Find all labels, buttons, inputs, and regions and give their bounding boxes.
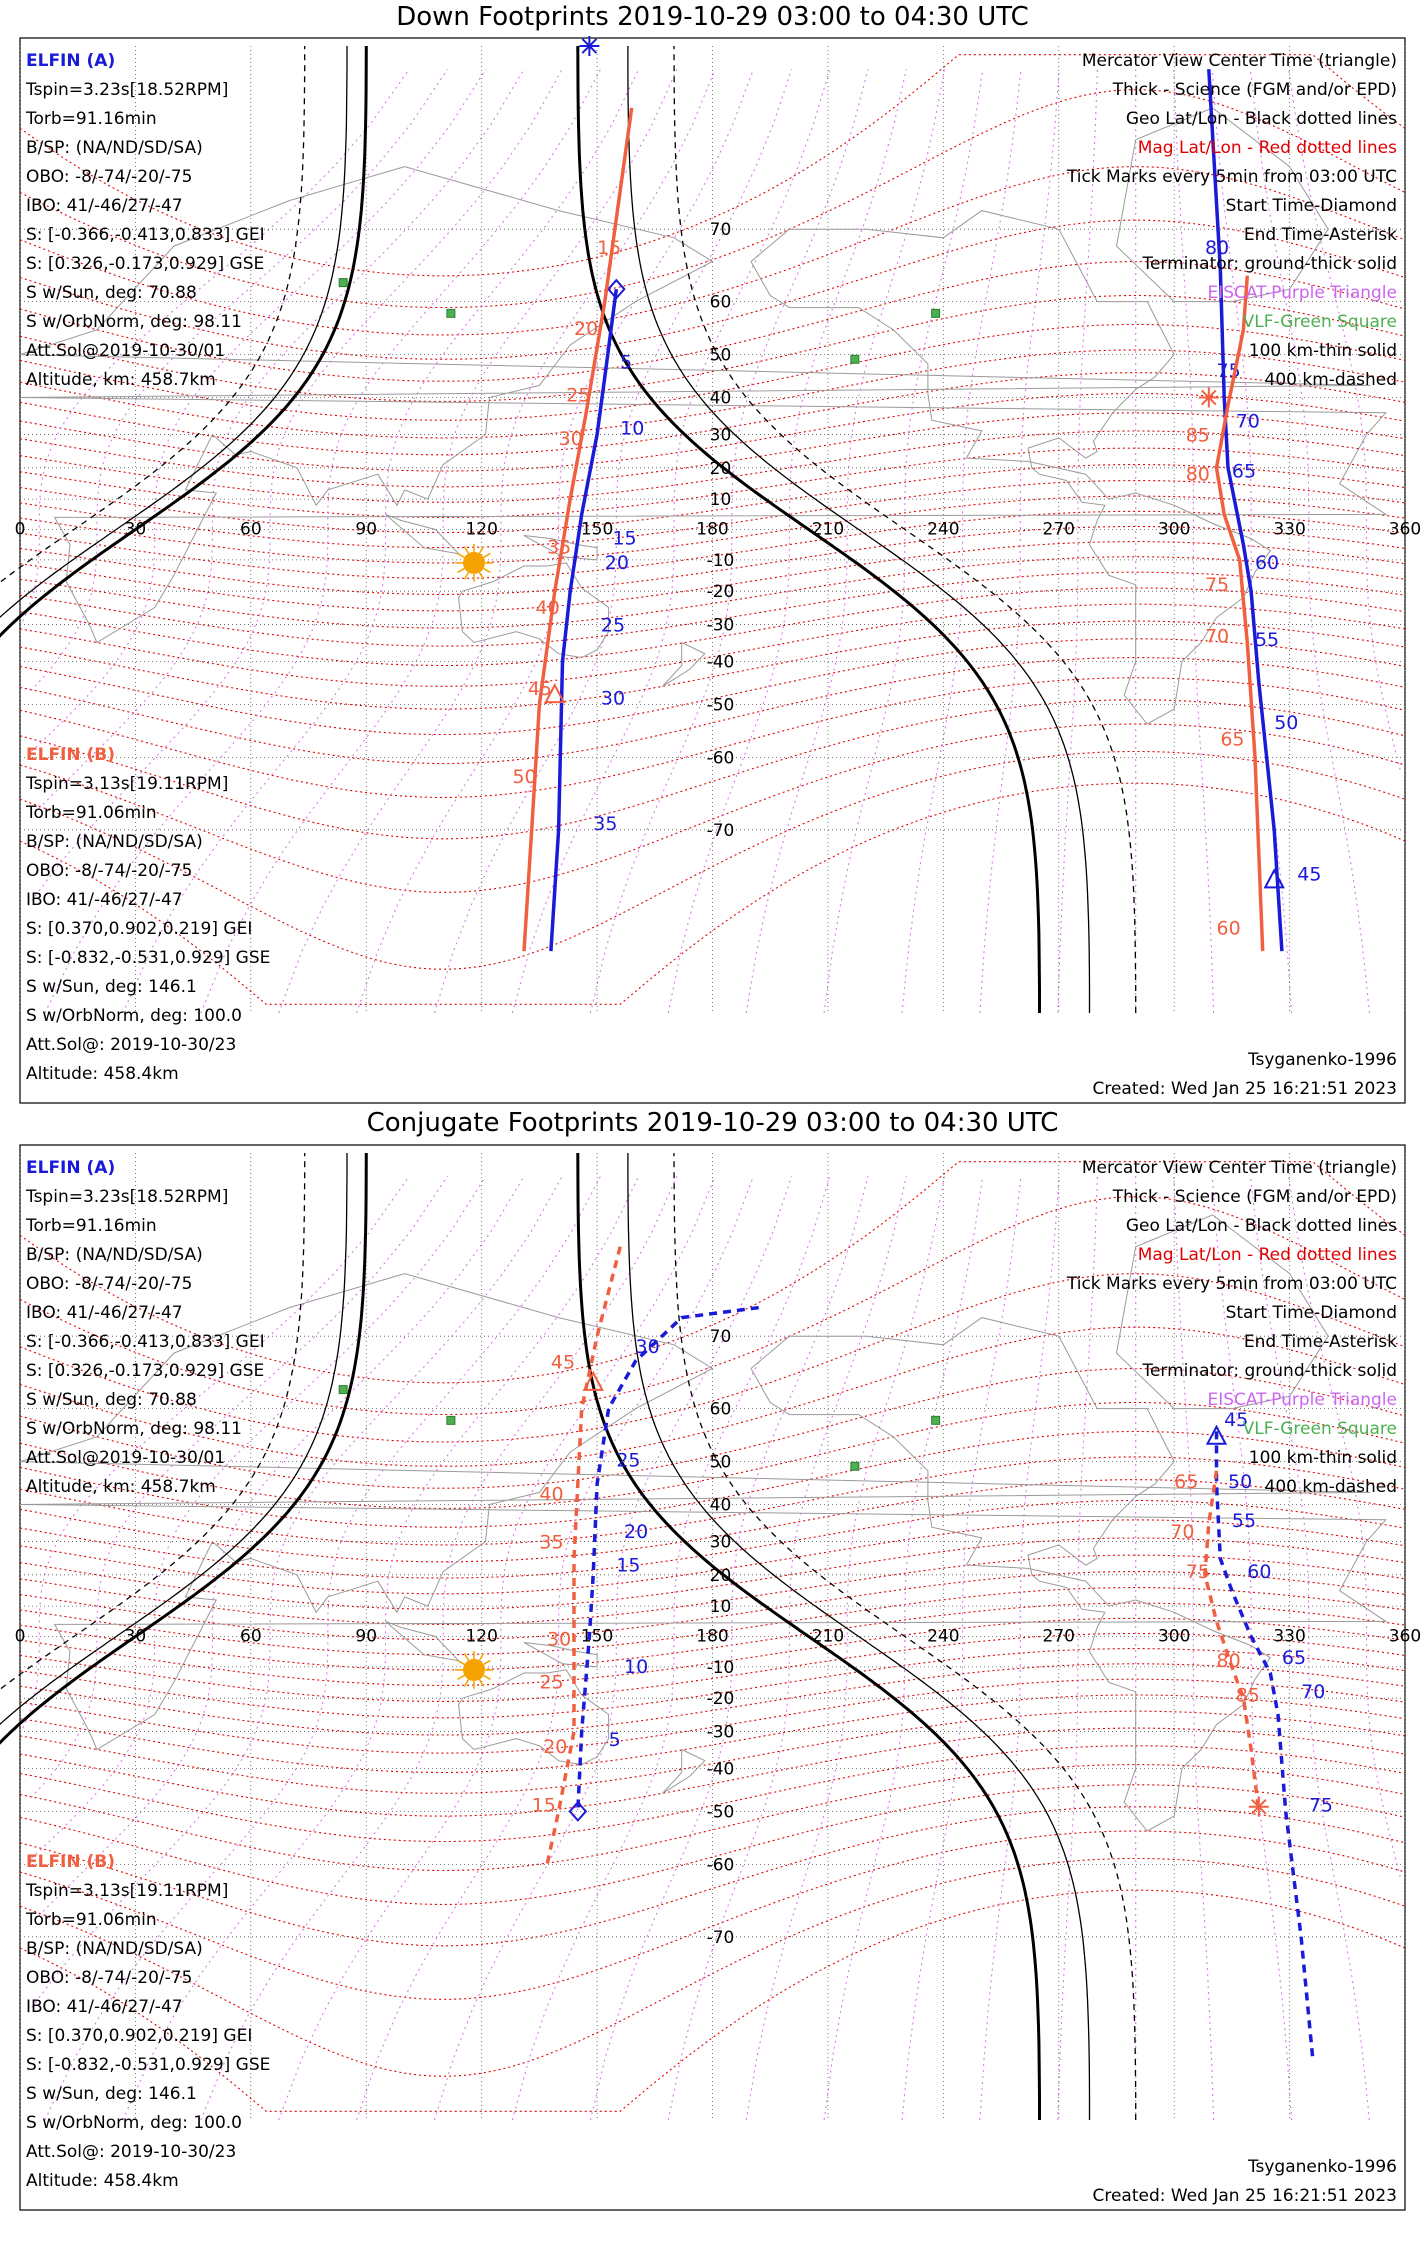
mag-lon-line <box>746 1176 944 2120</box>
track-time-label: 25 <box>616 1449 641 1472</box>
track-time-label: 75 <box>1216 359 1241 382</box>
mag-lon-line <box>201 69 677 1013</box>
track-time-label: 10 <box>624 1656 649 1679</box>
panel-title-down: Down Footprints 2019-10-29 03:00 to 04:30 UTC <box>396 2 1029 32</box>
track-time-label: 30 <box>558 427 583 450</box>
elfin-b-info-line: Att.Sol@: 2019-10-30/23 <box>26 1035 237 1055</box>
legend-entry: Start Time-Diamond <box>1225 196 1397 216</box>
elfin-b-info-line: OBO: -8/-74/-20/-75 <box>26 1968 193 1988</box>
created-timestamp: Created: Wed Jan 25 16:21:51 2023 <box>1092 2186 1397 2206</box>
elfin-b-name: ELFIN (B) <box>26 1852 116 1872</box>
model-label: Tsyganenko-1996 <box>1247 1050 1397 1070</box>
coastline <box>459 1670 609 1765</box>
elfin-a-info-line: Torb=91.16min <box>26 109 157 129</box>
lat-tick-label: -20 <box>706 1689 735 1710</box>
track-time-label: 60 <box>1254 552 1280 575</box>
mag-lat-line <box>20 700 1405 839</box>
lat-tick-label: 70 <box>709 220 732 241</box>
lon-tick-label: 30 <box>124 1626 147 1647</box>
track-time-label: 30 <box>547 1628 572 1651</box>
lon-tick-label: 90 <box>355 1626 378 1647</box>
elfin-a-info-line: B/SP: (NA/ND/SD/SA) <box>26 138 203 158</box>
legend <box>1066 51 1397 390</box>
legend-entry: Tick Marks every 5min from 03:00 UTC <box>1066 167 1397 187</box>
elfin-a-info-line: S w/Sun, deg: 70.88 <box>26 1390 197 1410</box>
track-time-label: 30 <box>600 687 626 710</box>
lat-tick-label: 30 <box>709 425 732 446</box>
map-panel-conj <box>0 1145 1421 2210</box>
lat-tick-label: -40 <box>706 652 735 673</box>
elfin-a-info-line: B/SP: (NA/ND/SD/SA) <box>26 1245 203 1265</box>
track-time-label: 55 <box>1231 1510 1257 1533</box>
elfin-b-name: ELFIN (B) <box>26 745 116 765</box>
lon-tick-label: 90 <box>355 519 378 540</box>
vlf-station-marker <box>447 309 455 317</box>
legend-entry: Terminator: ground-thick solid <box>1142 1361 1397 1381</box>
elfin-b-info-line: S: [0.370,0.902,0.219] GEI <box>26 2026 253 2046</box>
lat-tick-label: -70 <box>706 1927 735 1948</box>
legend-entry: Start Time-Diamond <box>1225 1303 1397 1323</box>
elfin-b-info-line: Att.Sol@: 2019-10-30/23 <box>26 2142 237 2162</box>
coastlines <box>20 108 1386 724</box>
lon-tick-label: 180 <box>696 519 729 540</box>
elfin-a-info-line: IBO: 41/-46/27/-47 <box>26 196 183 216</box>
elfin-b-info-line: S w/Sun, deg: 146.1 <box>26 2084 197 2104</box>
lat-tick-label: -10 <box>706 1657 735 1678</box>
track-time-label: 15 <box>597 236 622 259</box>
track-time-label: 35 <box>539 1531 564 1554</box>
track-time-label: 70 <box>1170 1520 1195 1543</box>
elfin-b-track <box>547 1247 620 1865</box>
lon-tick-label: 360 <box>1388 519 1422 540</box>
lat-tick-label: -30 <box>706 1722 735 1743</box>
track-time-label: 45 <box>550 1351 576 1374</box>
mag-lon-line <box>668 1176 906 2120</box>
lon-tick-label: 30 <box>124 519 147 540</box>
legend-entry: Thick - Science (FGM and/or EPD) <box>1112 80 1397 100</box>
lon-tick-label: 300 <box>1157 1626 1191 1647</box>
legend-entry: Mag Lat/Lon - Red dotted lines <box>1137 1245 1397 1265</box>
vlf-station-marker <box>932 1416 940 1424</box>
lat-tick-label: 60 <box>709 292 732 313</box>
track-time-label: 10 <box>620 417 645 440</box>
elfin-b-info-line: IBO: 41/-46/27/-47 <box>26 1997 183 2017</box>
lon-tick-label: 210 <box>811 519 845 540</box>
vlf-station-marker <box>851 1462 859 1470</box>
track-time-label: 25 <box>600 614 626 637</box>
lat-tick-label: 50 <box>709 345 732 366</box>
lon-tick-label: 60 <box>240 1626 262 1647</box>
vlf-station-marker <box>932 309 940 317</box>
panel-title-conjugate: Conjugate Footprints 2019-10-29 03:00 to 04:30 UTC <box>366 1108 1059 1138</box>
elfin-b-info-line: S: [0.370,0.902,0.219] GEI <box>26 919 253 939</box>
track-time-label: 15 <box>616 1554 641 1577</box>
elfin-b-info-line: Tspin=3.13s[19.11RPM] <box>26 1881 229 1901</box>
elfin-b-info-line: Torb=91.06min <box>26 803 157 823</box>
mag-lon-line <box>279 1176 715 2120</box>
track-time-label: 75 <box>1204 574 1230 597</box>
lat-tick-label: -10 <box>706 550 735 571</box>
sun-marker <box>463 1659 485 1681</box>
legend-entry: 400 km-dashed <box>1264 1477 1397 1497</box>
mag-lon-line <box>1058 69 1098 1013</box>
lon-tick-label: 180 <box>696 1626 729 1647</box>
lat-tick-label: 70 <box>709 1327 732 1348</box>
mag-lon-line <box>824 69 983 1013</box>
elfin-a-info <box>25 51 265 390</box>
lat-tick-label: -30 <box>706 615 735 636</box>
elfin-b-info-line: S w/OrbNorm, deg: 100.0 <box>26 1006 243 1026</box>
mag-lon-line <box>1058 1176 1098 2120</box>
legend-entry: Geo Lat/Lon - Black dotted lines <box>1125 1216 1397 1236</box>
track-time-label: 5 <box>608 1728 621 1751</box>
mag-lon-line <box>668 69 906 1013</box>
model-label: Tsyganenko-1996 <box>1247 2157 1397 2177</box>
lat-tick-label: 50 <box>709 1452 732 1473</box>
lon-tick-label: 0 <box>14 1626 26 1647</box>
legend-entry: End Time-Asterisk <box>1243 225 1397 245</box>
elfin-b-info <box>25 1852 270 2191</box>
lon-tick-label: 150 <box>580 1626 614 1647</box>
legend-entry: 100 km-thin solid <box>1248 1448 1397 1468</box>
sun-marker <box>463 552 485 574</box>
track-time-label: 15 <box>612 527 637 550</box>
legend-entry: EISCAT-Purple Triangle <box>1207 283 1397 303</box>
lat-tick-label: -40 <box>706 1759 735 1780</box>
track-time-label: 65 <box>1231 460 1257 483</box>
legend-entry: Tick Marks every 5min from 03:00 UTC <box>1066 1274 1397 1294</box>
lat-tick-label: 10 <box>709 490 732 511</box>
sun-ray <box>483 1675 490 1679</box>
sun-ray <box>479 546 483 553</box>
lon-tick-label: 0 <box>14 519 26 540</box>
elfin-a-info-line: S: [0.326,-0.173,0.929] GSE <box>26 254 265 274</box>
mag-lon-line <box>980 69 1059 1013</box>
elfin-a-info-line: S w/OrbNorm, deg: 98.11 <box>26 312 243 332</box>
track-time-label: 75 <box>1185 1561 1210 1584</box>
track-time-label: 25 <box>566 384 591 407</box>
legend-entry: VLF-Green Square <box>1242 312 1397 332</box>
lat-tick-label: 10 <box>709 1597 732 1618</box>
track-time-label: 70 <box>1301 1681 1326 1704</box>
track-time-label: 45 <box>1297 863 1322 886</box>
vlf-station-marker <box>339 1386 347 1394</box>
coastline <box>459 563 609 658</box>
track-time-label: 50 <box>1228 1471 1253 1494</box>
mag-lon-line <box>201 1176 677 2120</box>
lon-tick-label: 360 <box>1388 1626 1422 1647</box>
track-time-label: 25 <box>539 1671 564 1694</box>
track-time-label: 55 <box>1254 629 1280 652</box>
elfin-b-info-line: OBO: -8/-74/-20/-75 <box>26 861 193 881</box>
track-time-label: 15 <box>531 1794 556 1817</box>
sun-ray <box>458 568 465 572</box>
mag-lon-line <box>1174 69 1214 1013</box>
terminator-curve <box>578 1153 1040 2120</box>
elfin-a-info-line: Att.Sol@2019-10-30/01 <box>26 1448 226 1468</box>
lon-tick-label: 270 <box>1042 519 1075 540</box>
elfin-b-info-line: Torb=91.06min <box>26 1910 157 1930</box>
lat-tick-label: 40 <box>709 388 732 409</box>
track-time-label: 80 <box>1185 463 1210 486</box>
legend-entry: Mercator View Center Time (triangle) <box>1081 51 1397 71</box>
elfin-a-info <box>25 1158 265 1497</box>
lat-tick-label: 60 <box>709 1399 732 1420</box>
elfin-b-info-line: S: [-0.832,-0.531,0.929] GSE <box>26 2055 271 2075</box>
elfin-a-name: ELFIN (A) <box>26 51 116 71</box>
lon-tick-label: 330 <box>1273 1626 1306 1647</box>
track-time-label: 70 <box>1235 410 1260 433</box>
elfin-b-info <box>25 745 270 1084</box>
sun-ray <box>479 1653 483 1660</box>
legend-entry: Mercator View Center Time (triangle) <box>1081 1158 1397 1178</box>
map-panel-down <box>0 36 1421 1103</box>
track-time-label: 65 <box>1281 1646 1307 1669</box>
lon-tick-label: 300 <box>1157 519 1191 540</box>
legend-entry: 400 km-dashed <box>1264 370 1397 390</box>
track-time-label: 75 <box>1308 1794 1334 1817</box>
elfin-b-info-line: B/SP: (NA/ND/SD/SA) <box>26 832 203 852</box>
legend-entry: End Time-Asterisk <box>1243 1332 1397 1352</box>
elfin-a-info-line: Altitude, km: 458.7km <box>26 370 216 390</box>
track-time-label: 45 <box>1224 1408 1249 1431</box>
elfin-a-info-line: Att.Sol@2019-10-30/01 <box>26 341 226 361</box>
lat-tick-label: 20 <box>709 1565 732 1586</box>
lat-tick-label: -60 <box>706 1855 735 1876</box>
mag-lat-line <box>20 783 1405 1004</box>
lat-tick-label: -20 <box>706 582 735 603</box>
elfin-a-name: ELFIN (A) <box>26 1158 116 1178</box>
terminator-curve <box>578 46 1040 1013</box>
legend-entry: Mag Lat/Lon - Red dotted lines <box>1137 138 1397 158</box>
elfin-a-info-line: Tspin=3.23s[18.52RPM] <box>26 1187 229 1207</box>
sun-ray <box>458 1675 465 1679</box>
lon-tick-label: 270 <box>1042 1626 1075 1647</box>
track-time-label: 40 <box>539 1483 564 1506</box>
legend-entry: VLF-Green Square <box>1242 1419 1397 1439</box>
vlf-station-marker <box>339 279 347 287</box>
legend <box>1066 1158 1397 1497</box>
lon-tick-label: 240 <box>927 1626 960 1647</box>
track-time-label: 65 <box>1220 728 1245 751</box>
elfin-b-info-line: B/SP: (NA/ND/SD/SA) <box>26 1939 203 1959</box>
lat-tick-label: -50 <box>706 1802 735 1823</box>
lon-tick-label: 150 <box>580 519 614 540</box>
track-time-label: 50 <box>1274 712 1299 735</box>
track-time-label: 85 <box>1185 424 1210 447</box>
lat-tick-label: -50 <box>706 695 735 716</box>
track-time-label: 65 <box>1174 1471 1199 1494</box>
lon-tick-label: 120 <box>465 1626 498 1647</box>
mag-lon-line <box>279 69 715 1013</box>
legend-entry: Terminator: ground-thick solid <box>1142 254 1397 274</box>
legend-entry: EISCAT-Purple Triangle <box>1207 1390 1397 1410</box>
elfin-a-info-line: S: [0.326,-0.173,0.929] GSE <box>26 1361 265 1381</box>
lon-tick-label: 60 <box>240 519 262 540</box>
track-time-label: 80 <box>1204 236 1230 259</box>
track-time-label: 35 <box>593 812 618 835</box>
elfin-a-info-line: IBO: 41/-46/27/-47 <box>26 1303 183 1323</box>
elfin-b-info-line: Altitude: 458.4km <box>26 1064 179 1084</box>
track-time-label: 20 <box>624 1520 649 1543</box>
elfin-a-info-line: S w/OrbNorm, deg: 98.11 <box>26 1419 243 1439</box>
track-time-label: 60 <box>1216 917 1241 940</box>
mag-lat-line <box>20 1890 1405 2111</box>
sun-ray <box>483 568 490 572</box>
track-time-label: 30 <box>635 1336 660 1359</box>
lat-tick-label: -60 <box>706 748 735 769</box>
center-time-triangle-marker <box>1265 870 1283 887</box>
sun-ray <box>483 1660 490 1664</box>
track-time-label: 60 <box>1247 1561 1272 1584</box>
lat-tick-label: 40 <box>709 1495 732 1516</box>
legend-entry: 100 km-thin solid <box>1248 341 1397 361</box>
elfin-a-info-line: S: [-0.366,-0.413,0.833] GEI <box>26 1332 265 1352</box>
track-time-label: 5 <box>620 351 633 374</box>
lon-tick-label: 210 <box>811 1626 845 1647</box>
track-time-label: 80 <box>1216 1649 1241 1672</box>
track-time-label: 85 <box>1235 1684 1260 1707</box>
sun-ray <box>483 553 490 557</box>
mag-lon-line <box>1174 1176 1214 2120</box>
lat-tick-label: -70 <box>706 820 735 841</box>
track-time-label: 20 <box>574 317 599 340</box>
mag-lat-line <box>20 1807 1405 1946</box>
vlf-station-marker <box>851 355 859 363</box>
elfin-a-info-line: Tspin=3.23s[18.52RPM] <box>26 80 229 100</box>
sun-ray <box>458 1660 465 1664</box>
elfin-b-info-line: S w/Sun, deg: 146.1 <box>26 977 197 997</box>
track-time-label: 50 <box>512 766 537 789</box>
legend-entry: Thick - Science (FGM and/or EPD) <box>1112 1187 1397 1207</box>
elfin-a-info-line: S w/Sun, deg: 70.88 <box>26 283 197 303</box>
legend-entry: Geo Lat/Lon - Black dotted lines <box>1125 109 1397 129</box>
elfin-b-info-line: S: [-0.832,-0.531,0.929] GSE <box>26 948 271 968</box>
elfin-a-info-line: OBO: -8/-74/-20/-75 <box>26 167 193 187</box>
lat-tick-label: 30 <box>709 1532 732 1553</box>
track-time-label: 45 <box>527 678 553 701</box>
lon-tick-label: 240 <box>927 519 960 540</box>
mag-lon-line <box>746 69 944 1013</box>
elfin-a-info-line: Torb=91.16min <box>26 1216 157 1236</box>
lon-tick-label: 120 <box>465 519 498 540</box>
vlf-station-marker <box>447 1416 455 1424</box>
track-time-label: 20 <box>543 1736 568 1759</box>
track-time-label: 35 <box>547 536 572 559</box>
lon-tick-label: 330 <box>1273 519 1306 540</box>
sun-ray <box>458 553 465 557</box>
mag-lon-line <box>824 1176 983 2120</box>
track-time-label: 20 <box>604 552 629 575</box>
lat-tick-label: 20 <box>709 458 732 479</box>
elfin-b-info-line: IBO: 41/-46/27/-47 <box>26 890 183 910</box>
created-timestamp: Created: Wed Jan 25 16:21:51 2023 <box>1092 1079 1397 1099</box>
mag-lon-line <box>435 1176 792 2120</box>
track-time-label: 40 <box>535 597 560 620</box>
elfin-a-info-line: OBO: -8/-74/-20/-75 <box>26 1274 193 1294</box>
elfin-a-info-line: S: [-0.366,-0.413,0.833] GEI <box>26 225 265 245</box>
elfin-b-info-line: Tspin=3.13s[19.11RPM] <box>26 774 229 794</box>
track-time-label: 70 <box>1204 625 1230 648</box>
elfin-b-info-line: Altitude: 458.4km <box>26 2171 179 2191</box>
mag-lon-line <box>980 1176 1059 2120</box>
elfin-b-info-line: S w/OrbNorm, deg: 100.0 <box>26 2113 243 2133</box>
elfin-a-info-line: Altitude, km: 458.7km <box>26 1477 216 1497</box>
